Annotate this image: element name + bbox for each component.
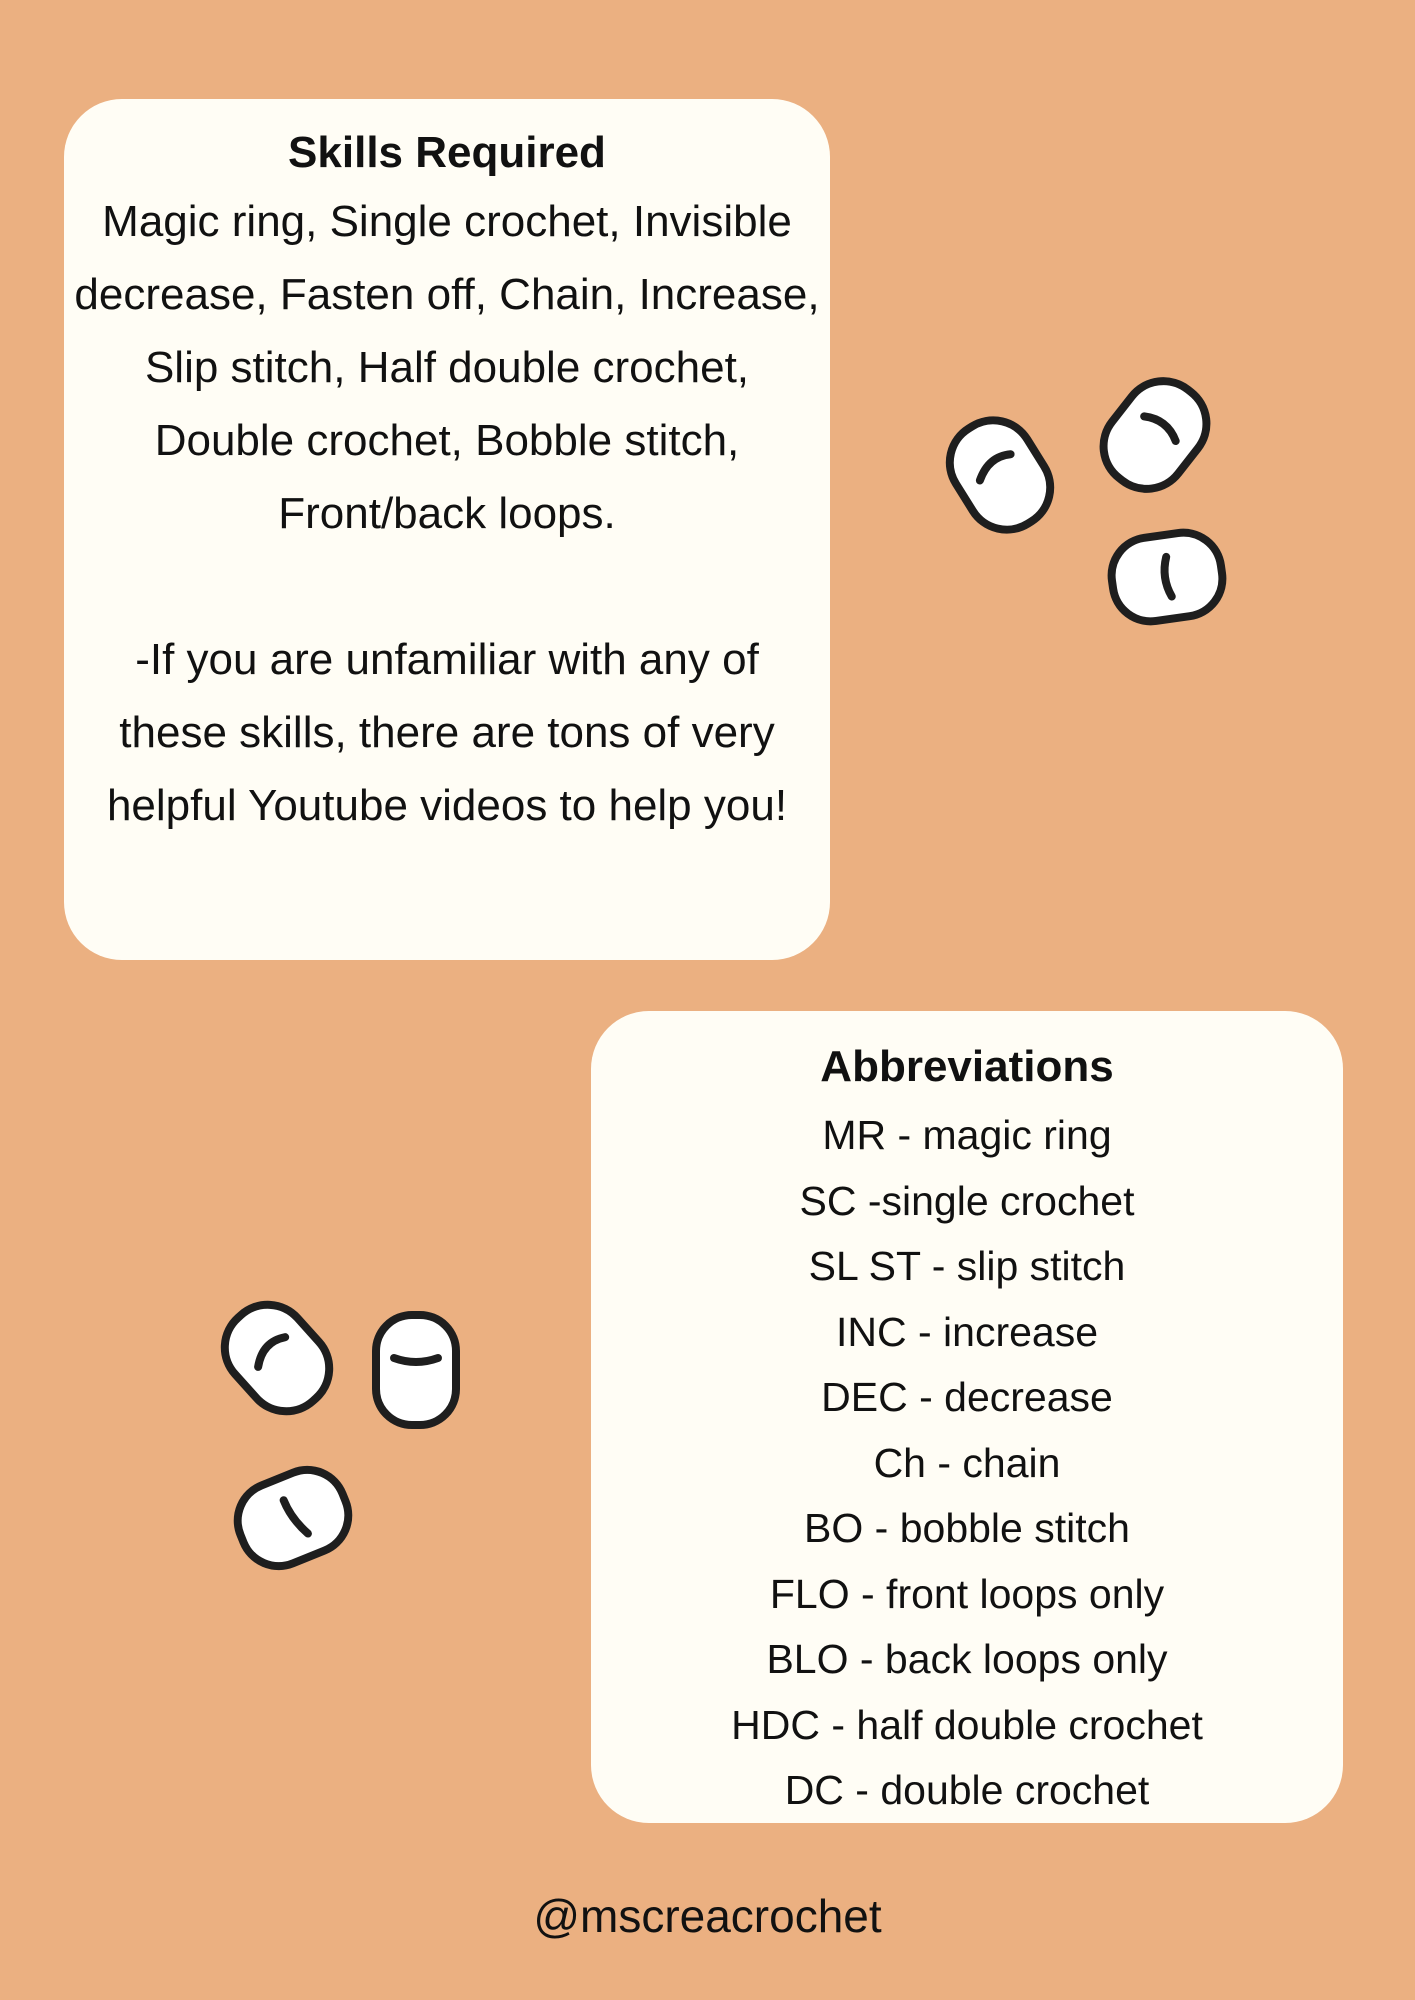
abbreviation-item: DEC - decrease [821, 1374, 1113, 1420]
marshmallow-icon [1107, 528, 1228, 626]
abbreviation-item: SC -single crochet [799, 1177, 1135, 1224]
abbreviation-item: FLO - front loops only [769, 1570, 1165, 1617]
abbreviation-item: INC - increase [835, 1308, 1098, 1355]
abbreviation-item: HDC - half double crochet [731, 1701, 1203, 1748]
abbreviations-title: Abbreviations [820, 1042, 1114, 1091]
skills-title: Skills Required [288, 128, 606, 177]
marshmallow-icon [376, 1315, 456, 1425]
marshmallow-icon [210, 1290, 346, 1428]
abbreviation-item: BO - bobble stitch [804, 1505, 1130, 1551]
abbreviation-item: BLO - back loops only [766, 1636, 1168, 1682]
skills-required-card [64, 99, 830, 960]
marshmallow-icon [935, 405, 1066, 544]
abbreviation-item: SL ST - slip stitch [808, 1243, 1126, 1289]
marshmallow-group-top [930, 370, 1230, 640]
marshmallow-group-bottom [210, 1290, 480, 1580]
abbreviations-card [591, 1011, 1343, 1823]
marshmallow-icon [226, 1458, 359, 1577]
abbreviations-list [591, 1103, 1343, 1824]
social-handle: @mscreacrochet [533, 1890, 882, 1942]
abbreviation-item: DC - double crochet [784, 1767, 1150, 1813]
marshmallow-icon [1087, 370, 1222, 505]
abbreviation-item: Ch - chain [873, 1439, 1061, 1486]
skills-list: Magic ring, Single crochet, Invisible decrease, Fasten off, Chain, Increase, Slip stitch, Half double crochet, Double crochet, Bobble stitch, Front/back loops. [74, 197, 820, 538]
abbreviation-item: MR - magic ring [822, 1112, 1112, 1158]
skills-note: -If you are unfamiliar with any of these skills, there are tons of very helpful Youtube videos to help you! [106, 635, 788, 830]
